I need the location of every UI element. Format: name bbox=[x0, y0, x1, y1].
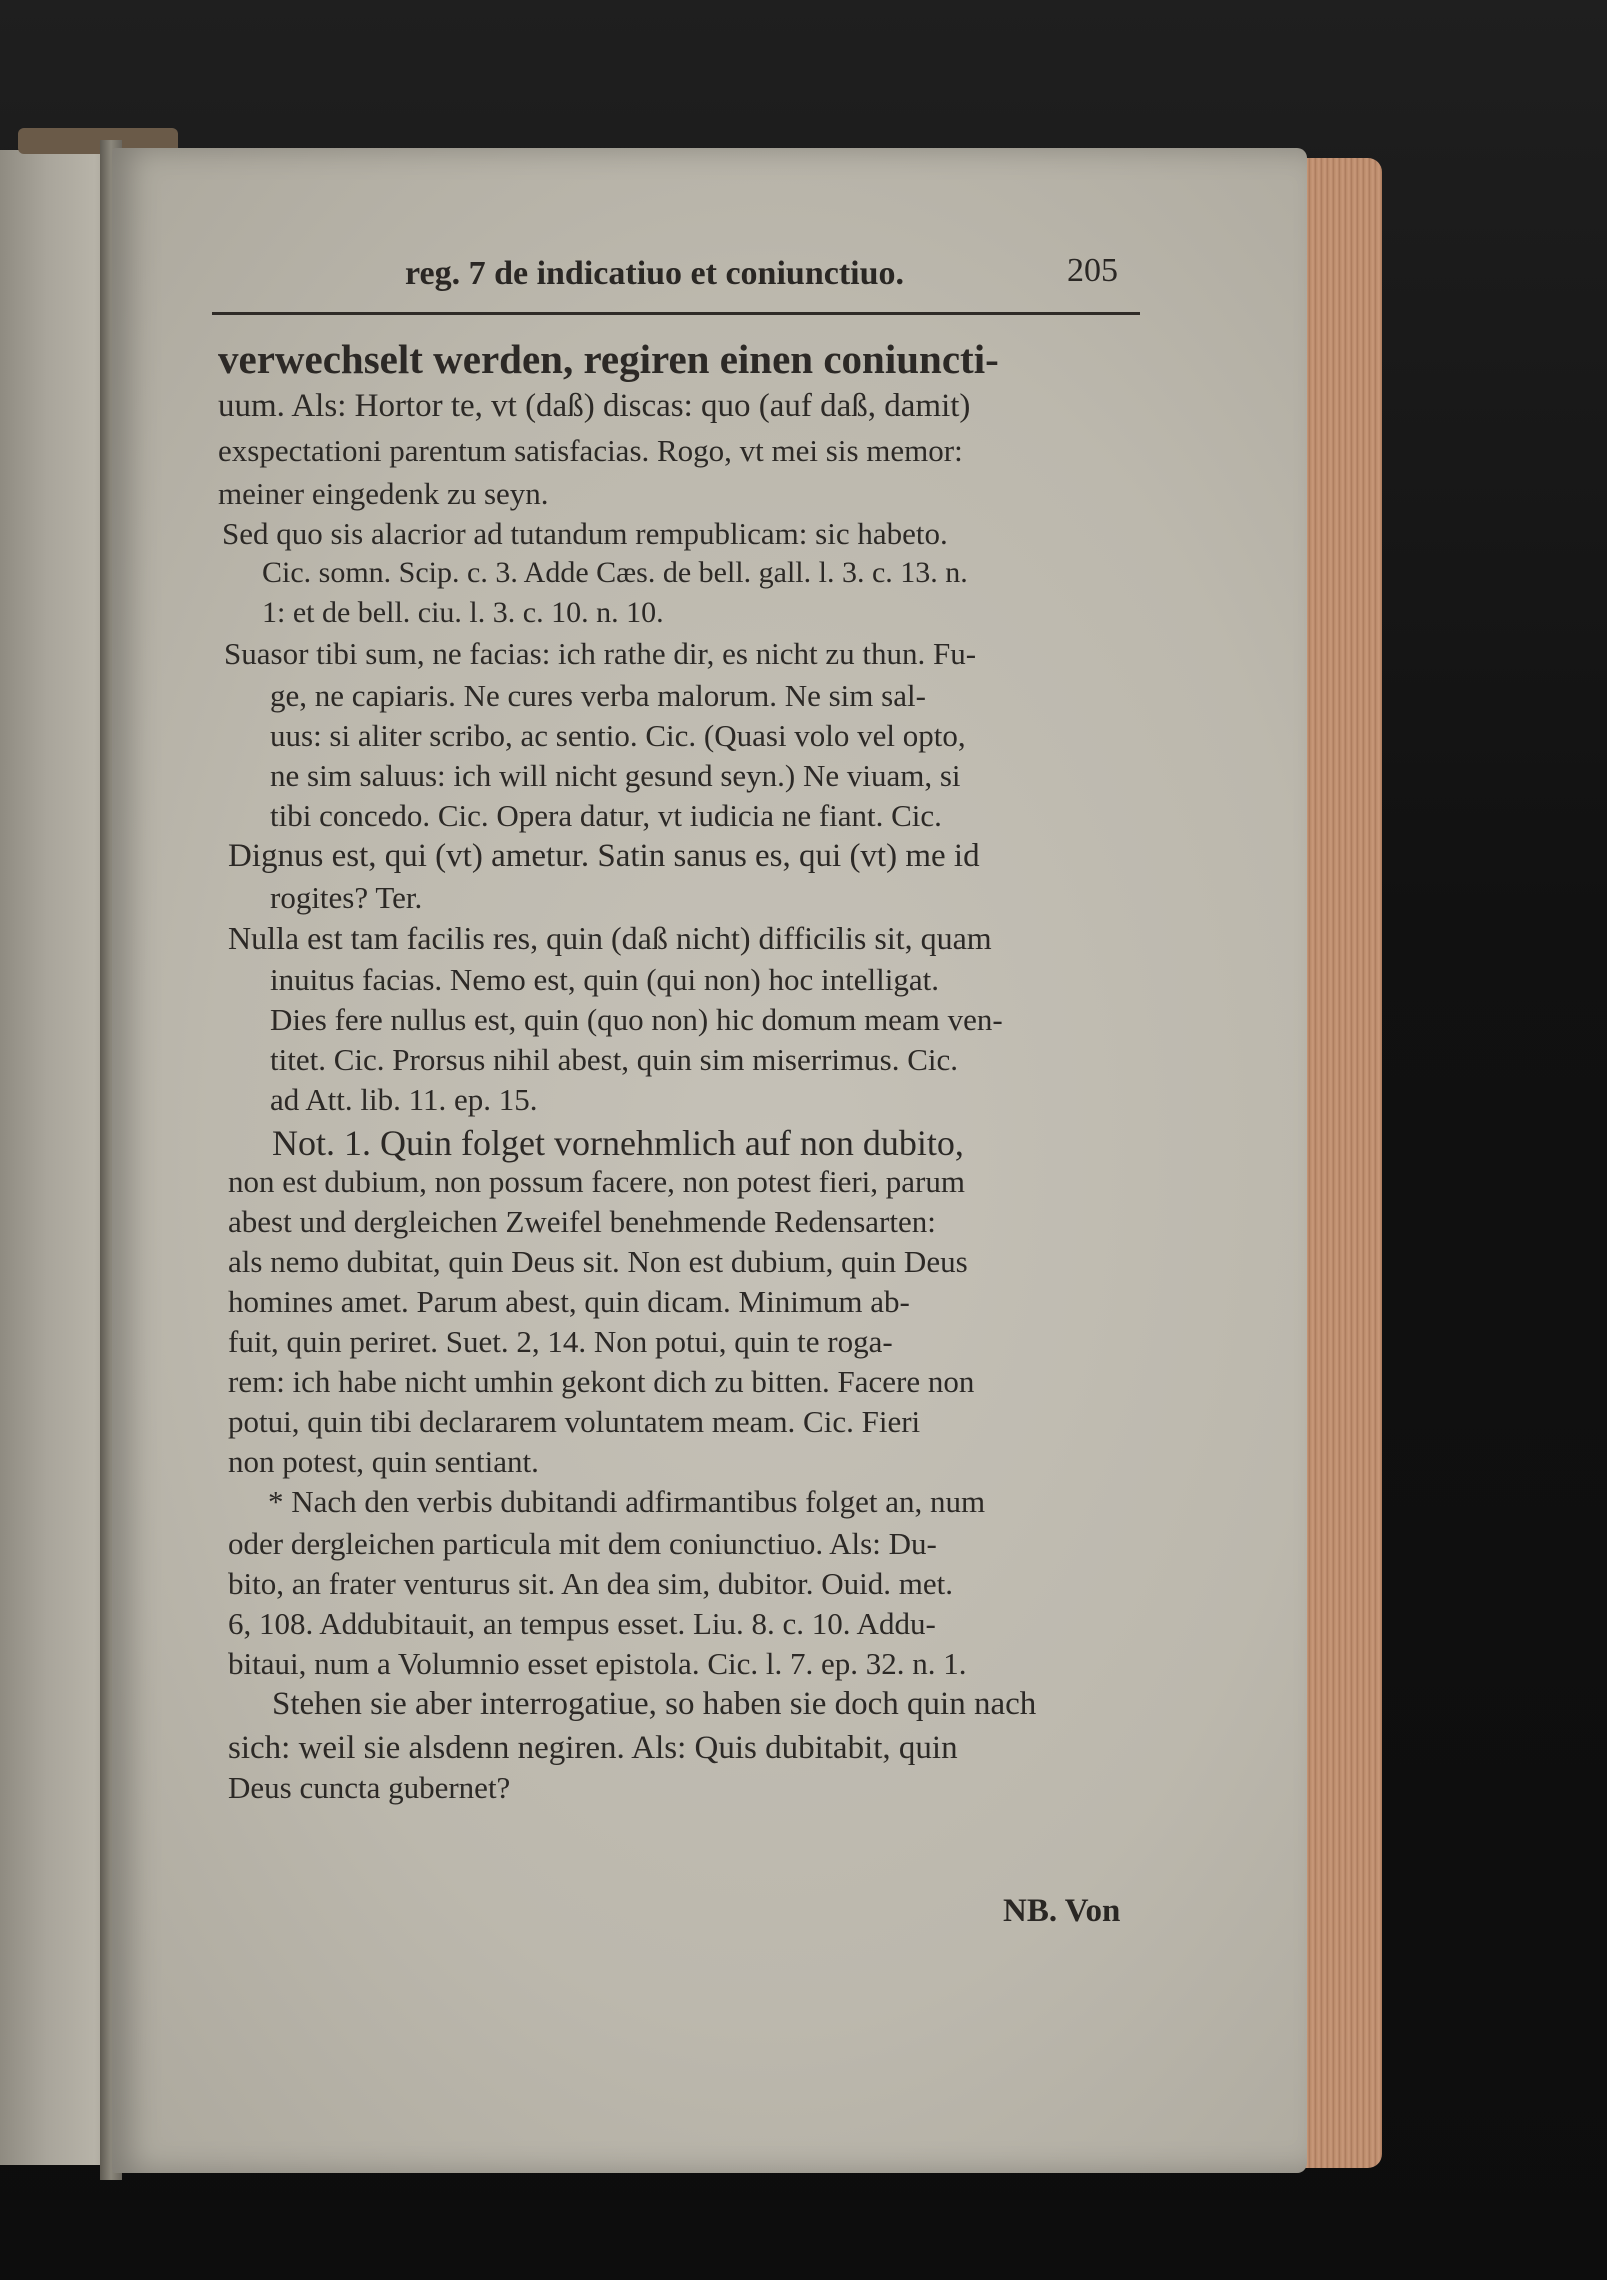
text-line: abest und dergleichen Zweifel benehmende Redensarten: bbox=[228, 1204, 936, 1239]
text-line: rem: ich habe nicht umhin gekont dich zu bitten. Facere non bbox=[228, 1364, 975, 1399]
text-line: tibi concedo. Cic. Opera datur, vt iudicia ne fiant. Cic. bbox=[270, 798, 942, 833]
catchword: NB. Von bbox=[1003, 1893, 1121, 1929]
text-line: meiner eingedenk zu seyn. bbox=[218, 476, 549, 511]
text-line: bitaui, num a Volumnio esset epistola. Cic. l. 7. ep. 32. n. 1. bbox=[228, 1646, 967, 1681]
text-line: fuit, quin periret. Suet. 2, 14. Non potui, quin te roga- bbox=[228, 1324, 893, 1359]
text-line: oder dergleichen particula mit dem coniunctiuo. Als: Du- bbox=[228, 1526, 937, 1561]
text-line: sich: weil sie alsdenn negiren. Als: Quis dubitabit, quin bbox=[228, 1730, 958, 1766]
text-line: Nulla est tam facilis res, quin (daß nicht) difficilis sit, quam bbox=[228, 920, 992, 956]
text-line: * Nach den verbis dubitandi adfirmantibus folget an, num bbox=[268, 1484, 986, 1519]
text-line: titet. Cic. Prorsus nihil abest, quin sim miserrimus. Cic. bbox=[270, 1042, 958, 1077]
text-line: non est dubium, non possum facere, non potest fieri, parum bbox=[228, 1164, 965, 1199]
running-head: reg. 7 de indicatiuo et coniunctiuo. bbox=[405, 255, 904, 292]
text-line: uus: si aliter scribo, ac sentio. Cic. (Quasi volo vel opto, bbox=[270, 718, 966, 753]
text-line: exspectationi parentum satisfacias. Rogo, vt mei sis memor: bbox=[218, 433, 963, 468]
page-number: 205 bbox=[1067, 252, 1118, 289]
text-line: Deus cuncta gubernet? bbox=[228, 1770, 511, 1805]
text-line: verwechselt werden, regiren einen coniuncti- bbox=[218, 336, 999, 382]
text-line: Cic. somn. Scip. c. 3. Adde Cæs. de bell. gall. l. 3. c. 13. n. bbox=[262, 556, 968, 589]
text-line: uum. Als: Hortor te, vt (daß) discas: quo (auf daß, damit) bbox=[218, 388, 971, 424]
text-line: bito, an frater venturus sit. An dea sim, dubitor. Ouid. met. bbox=[228, 1566, 953, 1601]
text-line: 1: et de bell. ciu. l. 3. c. 10. n. 10. bbox=[262, 596, 664, 629]
text-line: ge, ne capiaris. Ne cures verba malorum. Ne sim sal- bbox=[270, 678, 926, 713]
header-rule bbox=[212, 312, 1140, 315]
text-line: Dignus est, qui (vt) ametur. Satin sanus es, qui (vt) me id bbox=[228, 838, 980, 874]
text-line: non potest, quin sentiant. bbox=[228, 1444, 539, 1479]
text-line: Suasor tibi sum, ne facias: ich rathe dir, es nicht zu thun. Fu- bbox=[224, 636, 977, 671]
text-line: Dies fere nullus est, quin (quo non) hic domum meam ven- bbox=[270, 1002, 1003, 1037]
text-line: Not. 1. Quin folget vornehmlich auf non dubito, bbox=[272, 1123, 964, 1163]
text-line: ad Att. lib. 11. ep. 15. bbox=[270, 1082, 538, 1117]
text-line: 6, 108. Addubitauit, an tempus esset. Liu. 8. c. 10. Addu- bbox=[228, 1606, 936, 1641]
text-line: inuitus facias. Nemo est, quin (qui non) hoc intelligat. bbox=[270, 962, 939, 997]
text-line: rogites? Ter. bbox=[270, 880, 423, 915]
text-line: als nemo dubitat, quin Deus sit. Non est dubium, quin Deus bbox=[228, 1244, 968, 1279]
text-line: ne sim saluus: ich will nicht gesund seyn.) Ne viuam, si bbox=[270, 758, 961, 793]
text-line: Sed quo sis alacrior ad tutandum rempublicam: sic habeto. bbox=[222, 516, 948, 551]
text-line: Stehen sie aber interrogatiue, so haben sie doch quin nach bbox=[272, 1686, 1037, 1722]
text-line: homines amet. Parum abest, quin dicam. Minimum ab- bbox=[228, 1284, 910, 1319]
text-line: potui, quin tibi declararem voluntatem meam. Cic. Fieri bbox=[228, 1404, 921, 1439]
